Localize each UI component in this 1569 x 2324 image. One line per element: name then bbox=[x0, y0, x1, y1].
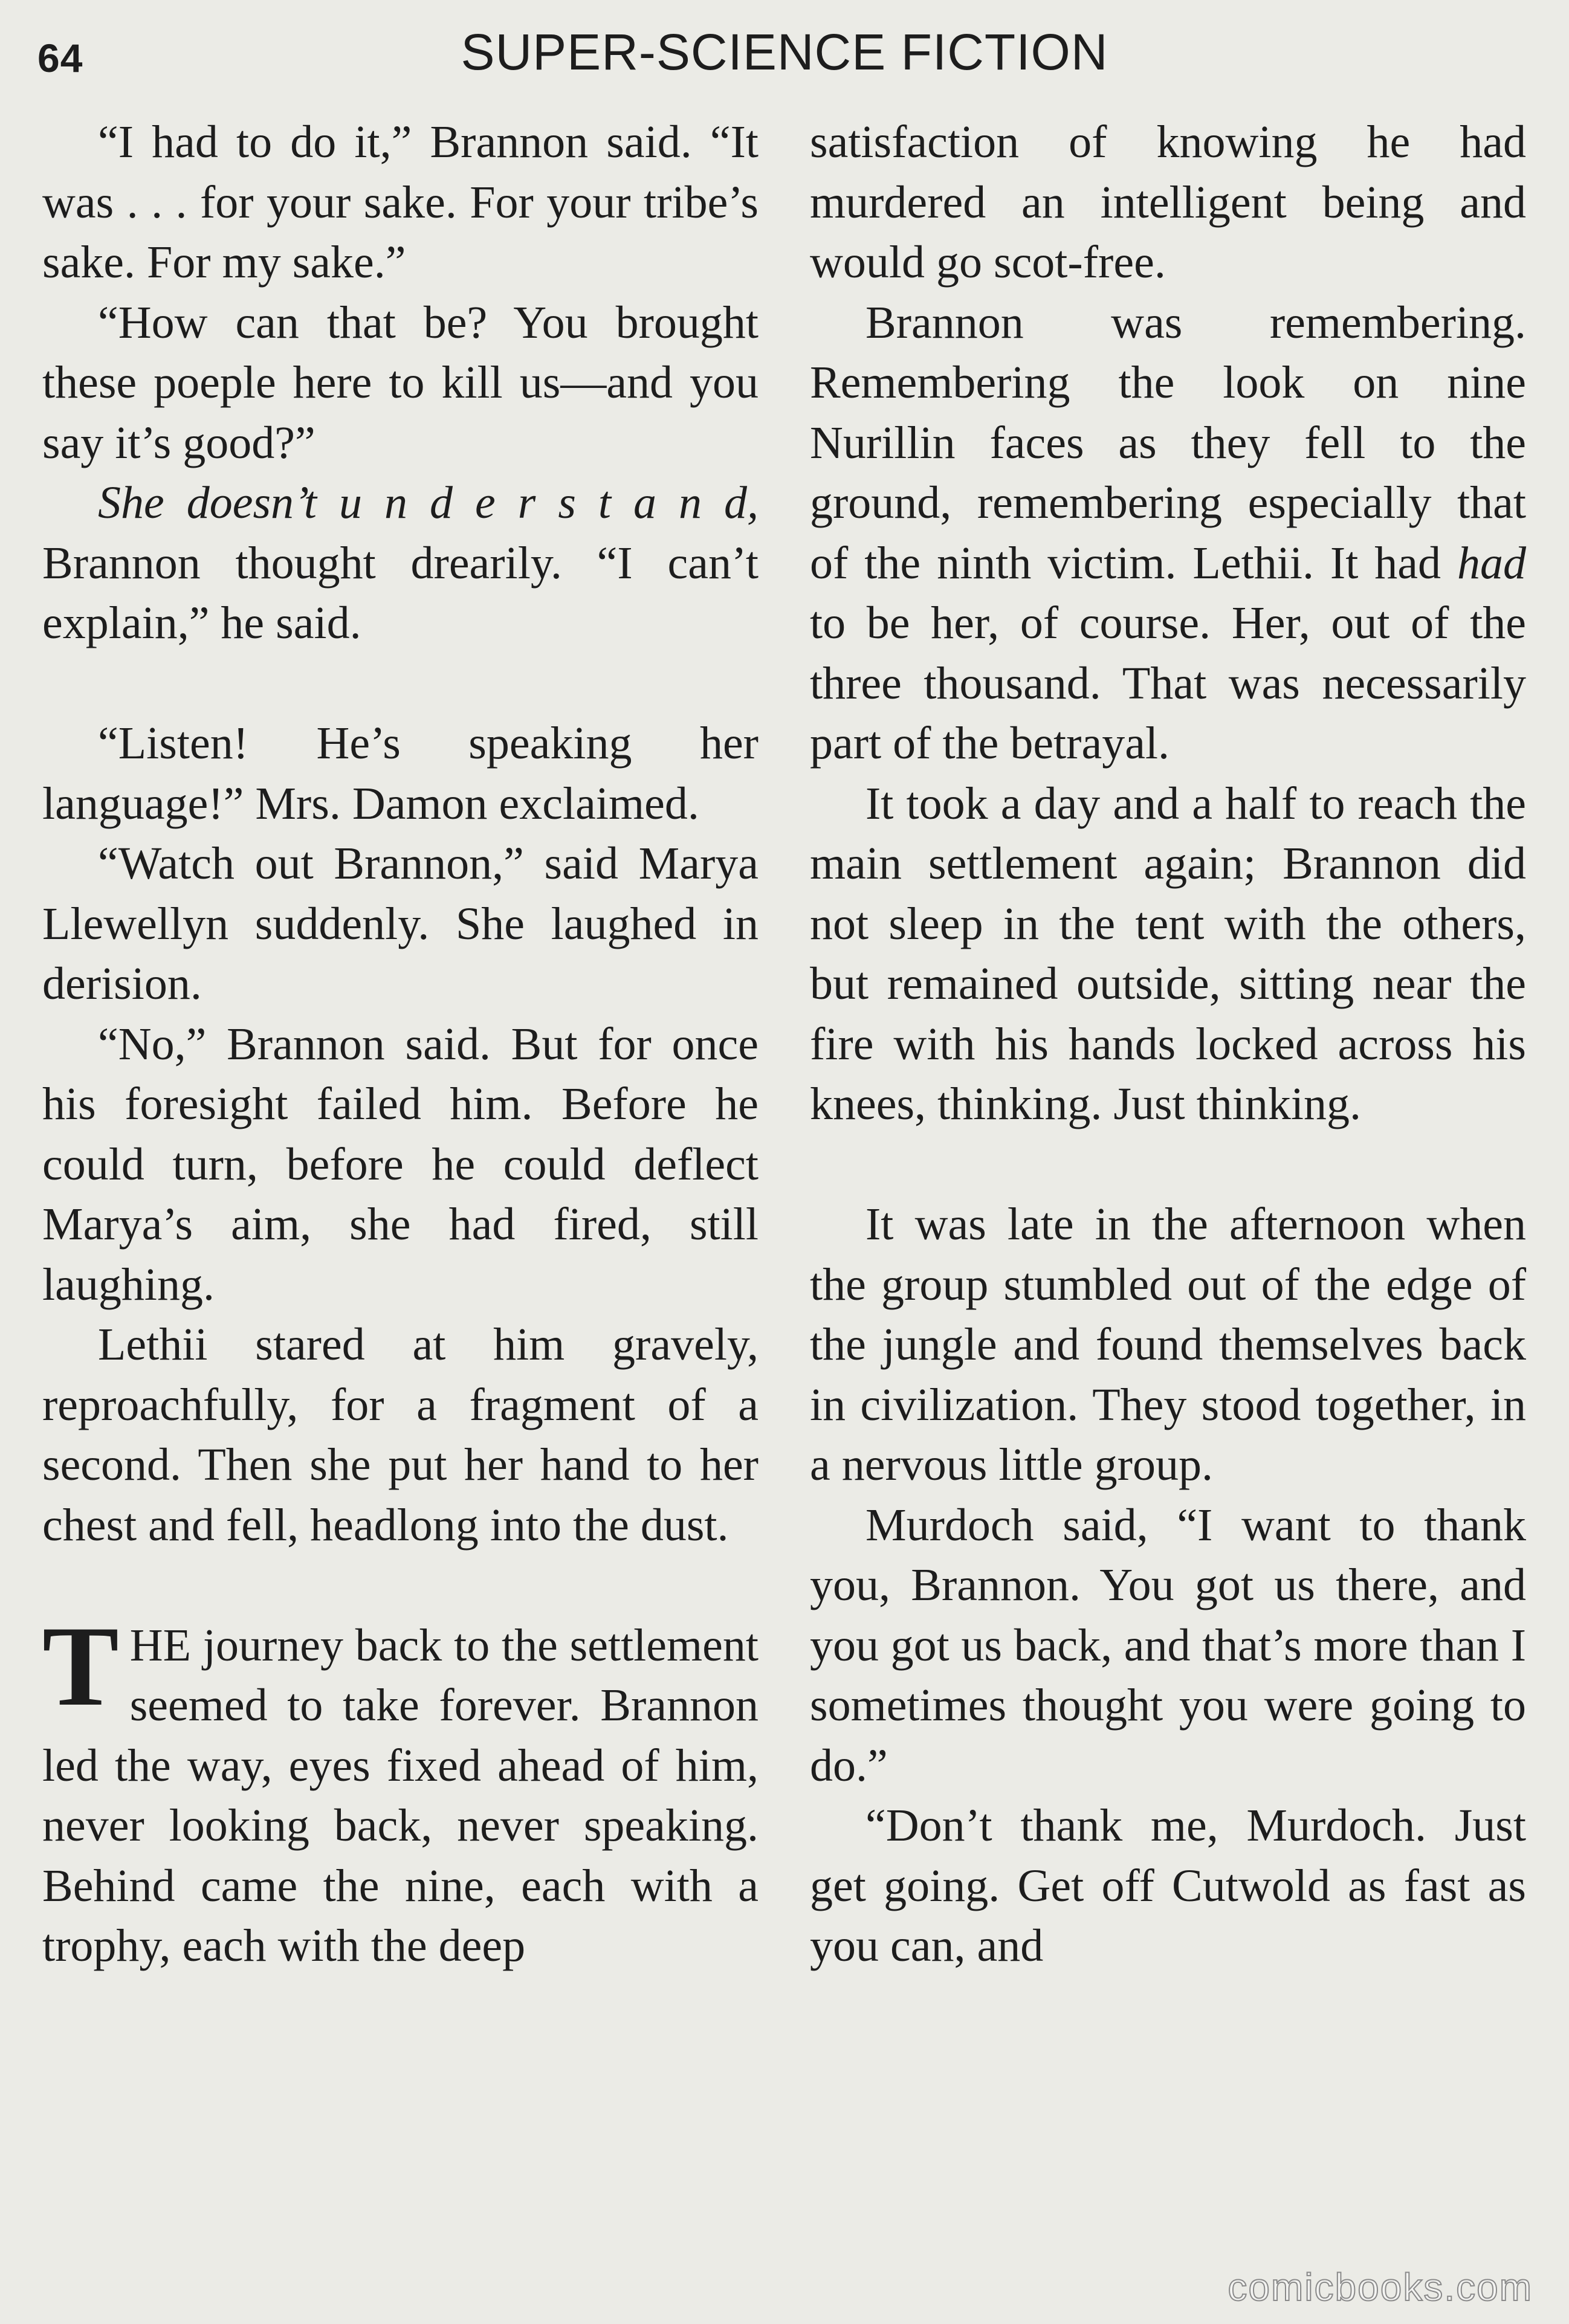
paragraph-text: HE journey back to the settlement seemed to take forever. Brannon led the way, eyes fixed ahead of him, never looking back, never speaking. Behind came the nine, each with a trophy, each with the deep bbox=[42, 1619, 759, 1971]
paragraph: It was late in the afternoon when the group stumbled out of the edge of the jungle and found themselves back in civilization. They stood together, in a nervous little group. bbox=[810, 1199, 1526, 1490]
drop-cap: T bbox=[42, 1603, 119, 1730]
section-break bbox=[810, 1135, 1526, 1195]
paragraph bbox=[42, 293, 759, 474]
section-break bbox=[42, 1555, 759, 1616]
paragraph-text: Brannon was remembering. Remembering the look on nine Nurillin faces as they fell to the ground, remembering especially that of the ninth victim. Lethii. It had bbox=[810, 297, 1526, 589]
paragraph-text: Brannon thought drearily. “I can’t explain,” he said. bbox=[42, 537, 759, 648]
paragraph: “Watch out Brannon,” said Marya Llewellyn suddenly. She laughed in derision. bbox=[42, 838, 759, 1009]
paragraph: It took a day and a half to reach the main settlement again; Brannon did not sleep in the tent with the others, but remained outside, sitting near the fire with his hands locked across his knees, thinking. Just thinking. bbox=[810, 778, 1526, 1129]
paragraph: “Listen! He’s speaking her language!” Mrs. Damon exclaimed. bbox=[42, 718, 759, 829]
paragraph: “Don’t thank me, Murdoch. Just get going. Get off Cutwold as fast as you can, and bbox=[810, 1800, 1526, 1971]
running-title: SUPER-SCIENCE FICTION bbox=[461, 24, 1108, 80]
left-column bbox=[42, 112, 759, 1977]
page-number: 64 bbox=[37, 36, 83, 80]
section-break bbox=[42, 654, 759, 714]
paragraph-text: to be her, of course. Her, out of the three thousand. That was necessarily part of the betrayal. bbox=[810, 598, 1526, 769]
paragraph-continued: satisfaction of knowing he had murdered an intelligent being and would go scot-free. bbox=[810, 117, 1526, 288]
paragraph: “No,” Brannon said. But for once his foresight failed him. Before he could turn, before he could deflect Marya’s aim, she had fired, still laughing. bbox=[42, 1018, 759, 1310]
paragraph-text: “How can that be? You brought these poeple here to kill us—and you say it’s good?” bbox=[42, 297, 759, 468]
page-header bbox=[0, 23, 1569, 89]
watermark: comicbooks.com bbox=[1228, 2265, 1533, 2309]
italic-thought: She doesn’t u n d e r s t a n d, bbox=[98, 477, 759, 528]
paragraph bbox=[810, 293, 1526, 774]
right-column bbox=[810, 112, 1526, 1977]
paragraph: Lethii stared at him gravely, reproachfully, for a fragment of a second. Then she put her hand to her chest and fell, headlong into the dust. bbox=[42, 1319, 759, 1551]
paragraph: Murdoch said, “I want to thank you, Brannon. You got us there, and you got us back, and that’s more than I sometimes thought you were going to do.” bbox=[810, 1499, 1526, 1791]
italic-emphasis: had bbox=[1457, 537, 1526, 589]
paragraph bbox=[42, 473, 759, 654]
paragraph-dropcap bbox=[42, 1603, 759, 1977]
paragraph: “I had to do it,” Brannon said. “It was . . . for your sake. For your tribe’s sake. For my sake.” bbox=[42, 117, 759, 288]
